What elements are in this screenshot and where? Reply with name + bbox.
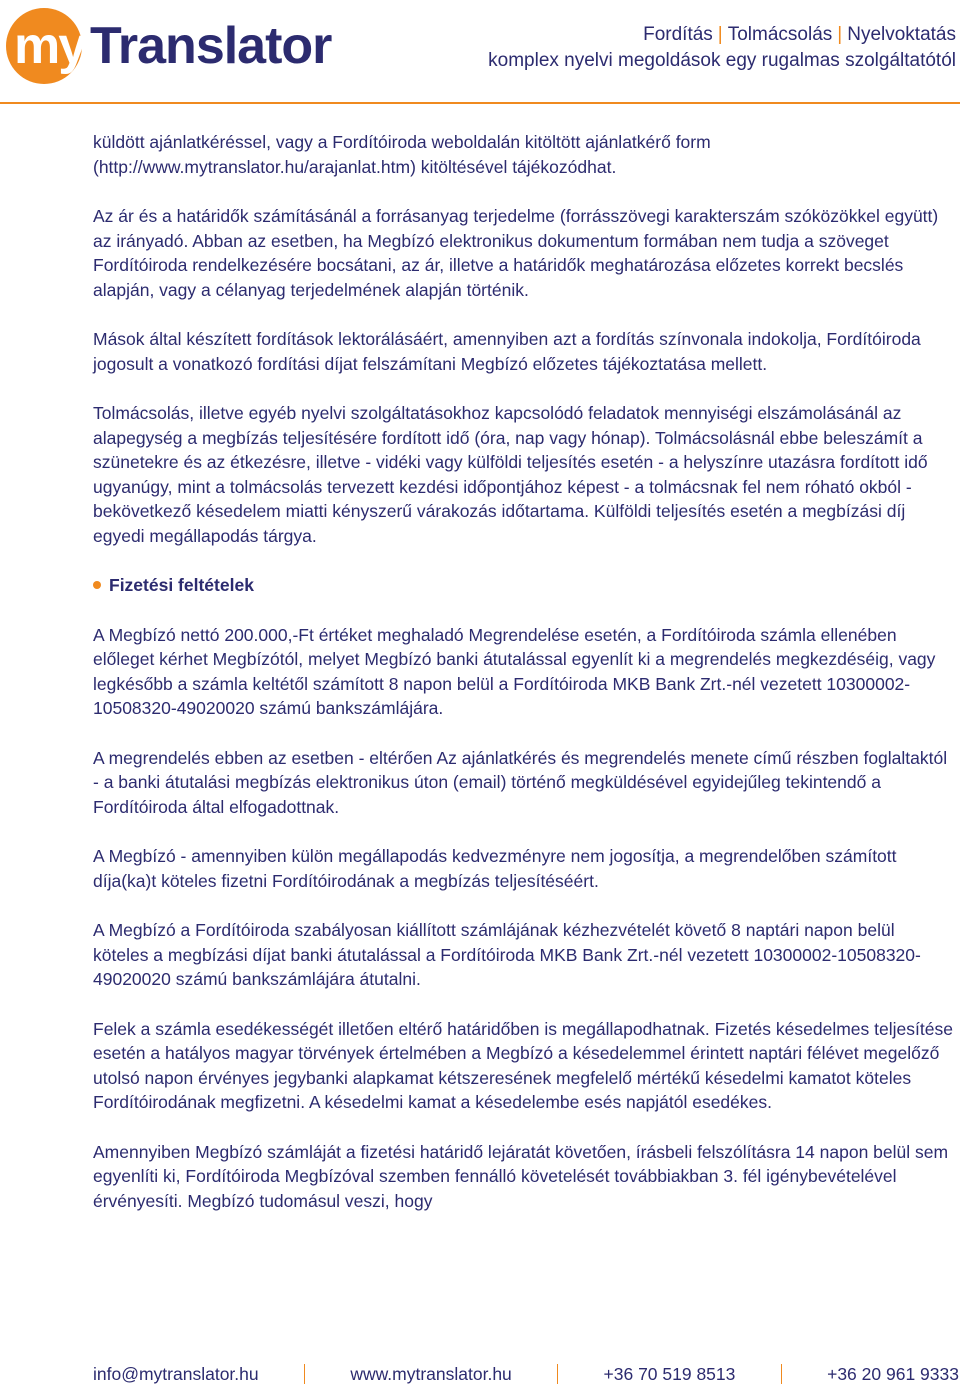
paragraph-late-interest: Felek a számla esedékességét illetően eltérő határidőben is megállapodhatnak. Fizetés késedelmes teljesítése esetén a hatályos magyar törvények értelmében a Megbízó a késedelemmel érintett naptári félévet megelőző utolsó napon érvényes jegybanki alapkamat kétszeresének megfelelő mértékű késedelmi kamatot köteles Fordítóirodának megfizetni. A késedelmi kamat a késedelembe esés napjától esedékes. bbox=[93, 1018, 953, 1112]
logo-translator-text: Translator bbox=[90, 17, 332, 75]
service-tolmacsolas: Tolmácsolás bbox=[727, 24, 833, 45]
paragraph-fee-obligation: A Megbízó - amennyiben külön megállapodás kedvezményre nem jogosítja, a megrendelőben számított díja(ka)t köteles fizetni Fordítóirodának a megbízás teljesítéséért. bbox=[93, 846, 897, 891]
paragraph-interpreting: Tolmácsolás, illetve egyéb nyelvi szolgáltatásokhoz kapcsolódó feladatok mennyiségi elszámolásánál az alapegység a megbízás teljesítésére fordított idő (óra, nap vagy hónap). Tolmácsolásnál ebbe beleszámít a szünetekre és az étkezésre, illetve - vidéki vagy külföldi teljesítés esetén - a helyszínre utazásra fordított idő ugyanúgy, mint a tolmácsolás tervezett kezdési időpontjához képest - a tolmácsnak fel nem róható okból - bekövetkező késedelem miatti kényszerű várakozás időtartama. Külföldi teljesítés esetén a megbízási díj egyedi megállapodás tárgya. bbox=[93, 403, 928, 546]
footer-website[interactable]: www.mytranslator.hu bbox=[350, 1363, 512, 1384]
footer-phone-mobile-20[interactable]: +36 20 961 9333 bbox=[827, 1363, 959, 1384]
footer-separator bbox=[304, 1364, 305, 1384]
paragraph-payment-deadline: A Megbízó a Fordítóiroda szabályosan kiállított számlájának kézhezvételét követő 8 naptári napon belül köteles a megbízási díjat banki átutalással a Fordítóiroda MKB Bank Zrt.-nél vezetett 10300002-10508320-49020020 számú bankszámlájára átutalni. bbox=[93, 920, 921, 989]
footer-separator bbox=[781, 1364, 782, 1384]
section-heading-payment bbox=[93, 573, 953, 598]
page-footer bbox=[93, 1362, 959, 1386]
paragraph-price-calculation: Az ár és a határidők számításánál a forrásanyag terjedelme (forrásszövegi karakterszám szóközökkel együtt) az irányadó. Abban az esetben, ha Megbízó elektronikus dokumentum formában nem tudja a szöveget Fordítóiroda rendelkezésére bocsátani, az ár, illetve a határidők meghatározása előzetes korrekt becslés alapján, vagy a célanyag terjedelmének alapján történik. bbox=[93, 206, 939, 300]
paragraph-advance-payment: A Megbízó nettó 200.000,-Ft értéket meghaladó Megrendelése esetén, a Fordítóiroda számla ellenében előleget kérhet Megbízótól, melyet Megbízó banki átutalással egyenlít ki a megrendelés megkezdéséig, vagy legkésőbb a számla keltétől számított 8 napon belül a Fordítóiroda MKB Bank Zrt.-nél vezetett 10300002-10508320-49020020 számú bankszámlájára. bbox=[93, 624, 936, 718]
paragraph-offer-request: küldött ajánlatkéréssel, vagy a Fordítóiroda weboldalán kitöltött ajánlatkérő form (http://www.mytranslator.hu/arajanlat.htm) kitöltésével tájékozódhat. bbox=[93, 132, 711, 177]
footer-separator bbox=[557, 1364, 558, 1384]
paragraph-order-acceptance: A megrendelés ebben az esetben - eltérően Az ajánlatkérés és megrendelés menete című részben foglaltaktól - a banki átutalási megbízás elektronikus úton (email) történő megküldésével egyidejűleg tekintendő a Fordítóiroda által elfogadottnak. bbox=[93, 747, 948, 817]
service-separator: | bbox=[717, 24, 723, 45]
logo-my-text: my bbox=[14, 17, 86, 75]
footer-email[interactable]: info@mytranslator.hu bbox=[93, 1363, 259, 1384]
services-line bbox=[488, 22, 956, 48]
section-heading-text: Fizetési feltételek bbox=[109, 575, 254, 595]
service-separator: | bbox=[837, 24, 843, 45]
footer-phone-mobile-70[interactable]: +36 70 519 8513 bbox=[603, 1363, 736, 1384]
document-body bbox=[93, 130, 953, 1238]
bullet-dot-icon bbox=[93, 581, 101, 589]
page-header bbox=[0, 0, 960, 100]
header-tagline bbox=[488, 22, 956, 74]
paragraph-debt-collection: Amennyiben Megbízó számláját a fizetési határidő lejáratát követően, írásbeli felszólításra 14 napon belül sem egyenlíti ki, Fordítóiroda Megbízóval szemben fennálló követelését továbbiakban 3. fél igénybevételével érvényesíti. Megbízó tudomásul veszi, hogy bbox=[93, 1141, 949, 1211]
paragraph-proofreading: Mások által készített fordítások lektorálásáért, amennyiben azt a fordítás színvonala indokolja, Fordítóiroda jogosult a vonatkozó fordítási díjat felszámítani Megbízó előzetes tájékoztatása mellett. bbox=[93, 329, 921, 374]
service-forditas: Fordítás bbox=[643, 24, 713, 45]
service-nyelvoktatas: Nyelvoktatás bbox=[847, 24, 956, 45]
header-subtitle: komplex nyelvi megoldások egy rugalmas szolgáltatótól bbox=[488, 50, 956, 71]
header-divider bbox=[0, 102, 960, 104]
